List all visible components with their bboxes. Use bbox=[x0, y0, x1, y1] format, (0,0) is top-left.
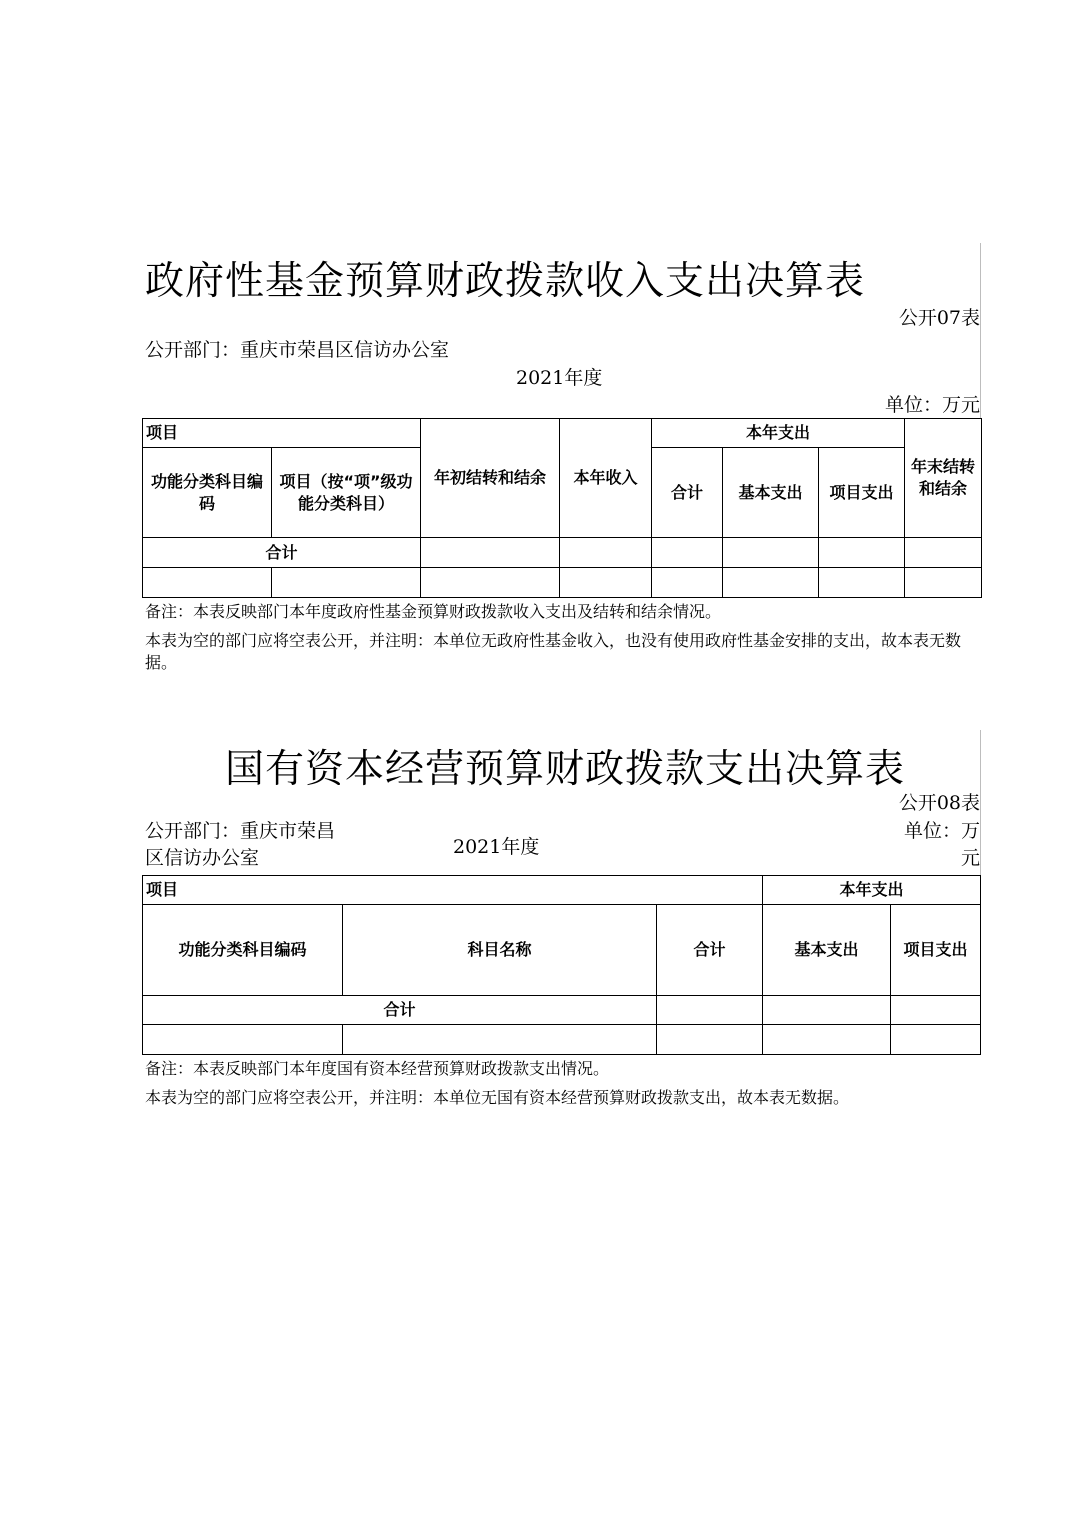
table08 bbox=[142, 875, 981, 1055]
table-cell bbox=[763, 1025, 891, 1055]
table-cell bbox=[891, 996, 981, 1025]
table08-number: 公开08表 bbox=[898, 792, 980, 814]
table-cell bbox=[421, 538, 560, 568]
right-guide-line bbox=[980, 243, 981, 418]
table-cell bbox=[723, 538, 819, 568]
table07-year: 2021年度 bbox=[516, 367, 603, 389]
total-row-label: 合计 bbox=[143, 538, 421, 568]
table07-number: 公开07表 bbox=[898, 307, 980, 329]
total-row-label: 合计 bbox=[143, 996, 657, 1025]
table-cell bbox=[905, 568, 982, 598]
right-guide-line bbox=[980, 730, 981, 875]
table-cell bbox=[819, 568, 905, 598]
header-expenditure: 本年支出 bbox=[763, 876, 981, 905]
header-expenditure: 本年支出 bbox=[652, 419, 905, 448]
header-name: 项目（按“项”级功能分类科目） bbox=[272, 448, 421, 538]
header-item: 项目 bbox=[143, 419, 421, 448]
table-cell bbox=[343, 1025, 657, 1055]
table07-note1: 备注：本表反映部门本年度政府性基金预算财政拨款收入支出及结转和结余情况。 bbox=[145, 602, 722, 621]
header-basic: 基本支出 bbox=[763, 905, 891, 996]
table-cell bbox=[763, 996, 891, 1025]
table08-note1: 备注：本表反映部门本年度国有资本经营预算财政拨款支出情况。 bbox=[145, 1059, 610, 1078]
header-code: 功能分类科目编码 bbox=[143, 905, 343, 996]
table-cell bbox=[143, 568, 272, 598]
table-cell bbox=[723, 568, 819, 598]
header-opening-balance: 年初结转和结余 bbox=[421, 419, 560, 538]
table-cell bbox=[652, 538, 723, 568]
header-project: 项目支出 bbox=[819, 448, 905, 538]
table08-unit: 单位：万元 bbox=[903, 820, 980, 869]
table07-unit: 单位：万元 bbox=[884, 394, 980, 416]
table-cell bbox=[143, 1025, 343, 1055]
table-cell bbox=[657, 996, 763, 1025]
header-total: 合计 bbox=[652, 448, 723, 538]
table-cell bbox=[819, 538, 905, 568]
header-closing-balance: 年末结转和结余 bbox=[905, 419, 982, 538]
table08-year: 2021年度 bbox=[453, 836, 540, 858]
table-cell bbox=[560, 538, 652, 568]
table08-department: 公开部门：重庆市荣昌区信访办公室 bbox=[145, 820, 336, 869]
table08-note2: 本表为空的部门应将空表公开，并注明：本单位无国有资本经营预算财政拨款支出，故本表无数据。 bbox=[145, 1088, 850, 1107]
header-project: 项目支出 bbox=[891, 905, 981, 996]
table07-title: 政府性基金预算财政拨款收入支出决算表 bbox=[145, 259, 866, 304]
table07-note2: 本表为空的部门应将空表公开，并注明：本单位无政府性基金收入，也没有使用政府性基金安排的支出，故本表无数据。 bbox=[145, 631, 962, 672]
header-item: 项目 bbox=[143, 876, 763, 905]
table-cell bbox=[652, 568, 723, 598]
table-cell bbox=[421, 568, 560, 598]
header-total: 合计 bbox=[657, 905, 763, 996]
header-name: 科目名称 bbox=[343, 905, 657, 996]
table07-department: 公开部门：重庆市荣昌区信访办公室 bbox=[145, 339, 450, 361]
table-cell bbox=[657, 1025, 763, 1055]
table-cell bbox=[905, 538, 982, 568]
table-cell bbox=[891, 1025, 981, 1055]
header-income: 本年收入 bbox=[560, 419, 652, 538]
header-basic: 基本支出 bbox=[723, 448, 819, 538]
table08-title: 国有资本经营预算财政拨款支出决算表 bbox=[225, 747, 906, 792]
table-cell bbox=[560, 568, 652, 598]
header-code: 功能分类科目编码 bbox=[143, 448, 272, 538]
table07 bbox=[142, 418, 982, 598]
table-cell bbox=[272, 568, 421, 598]
